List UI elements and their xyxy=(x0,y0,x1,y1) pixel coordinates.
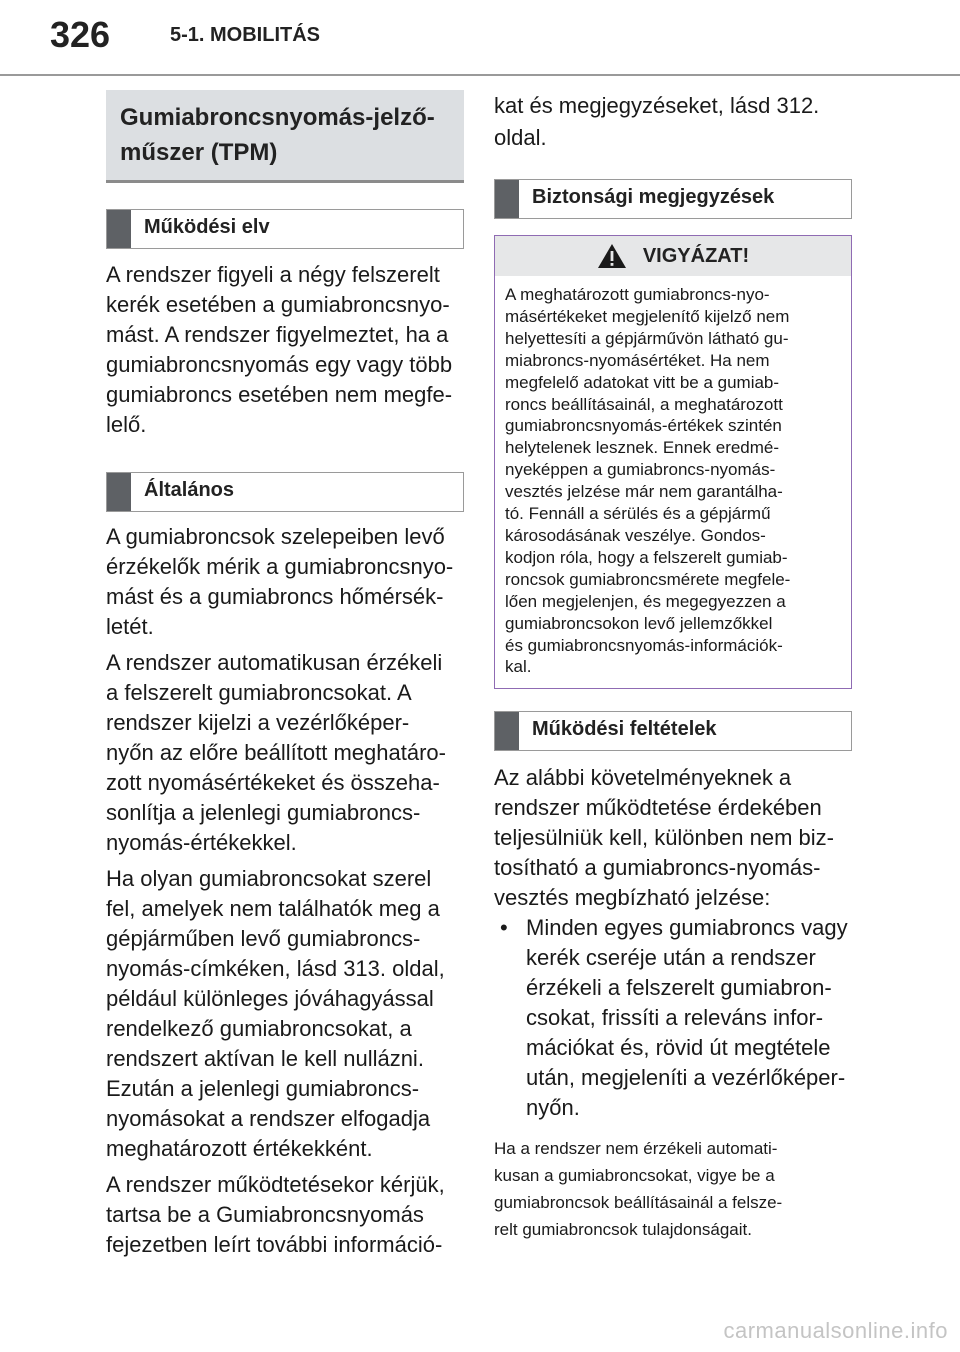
subheading-bar xyxy=(107,210,131,248)
paragraph-continued xyxy=(494,90,852,154)
text-line: gumiabroncsokon levő jellemzőkkel xyxy=(505,613,773,633)
header-rule xyxy=(0,74,960,76)
text-line: lelő. xyxy=(106,412,147,437)
text-line: gumiabroncsnyomás egy vagy több xyxy=(106,352,453,377)
text-line: rendszer működtetése érdekében xyxy=(494,795,822,821)
text-line: zott nyomásértékeket és összeha- xyxy=(106,770,440,795)
text-line: rendszert aktívan le kell nullázni. xyxy=(106,1046,424,1071)
text-line: például különleges jóváhagyással xyxy=(106,986,434,1011)
text-line: sonlítja a jelenlegi gumiabroncs- xyxy=(106,800,421,825)
text-line: tó. Fennáll a sérülés és a gépjármű xyxy=(505,504,771,524)
text-line: helytelenek lesznek. Ennek eredmé- xyxy=(505,438,780,458)
text-line: A gumiabroncsok szelepeiben levő xyxy=(106,524,445,549)
text-line: meghatározott értékekként. xyxy=(106,1136,373,1161)
bullet-text xyxy=(526,913,852,1123)
text-line: Minden egyes gumiabroncs vagy xyxy=(526,915,848,941)
right-column xyxy=(494,90,852,1243)
text-line: helyettesíti a gépjárművön látható gu- xyxy=(505,328,789,348)
text-line: rendszer kijelzi a vezérlőképer- xyxy=(106,710,410,735)
text-line: a felszerelt gumiabroncsokat. A xyxy=(106,680,412,705)
text-line: A rendszer működtetésekor kérjük, xyxy=(106,1172,445,1197)
text-line: Ezután a jelenlegi gumiabroncs- xyxy=(106,1076,420,1101)
text-line: kusan a gumiabroncsokat, vigye be a xyxy=(494,1166,775,1186)
text-line: mációkat és, rövid út megtétele xyxy=(526,1035,831,1061)
text-line: Ha a rendszer nem érzékeli automati- xyxy=(494,1139,778,1159)
text-line: fejezetben leírt további információ- xyxy=(106,1232,443,1257)
warning-header xyxy=(495,236,851,276)
text-line: mást. A rendszer figyelmeztet, ha a xyxy=(106,322,449,347)
subheading-label: Működési feltételek xyxy=(532,718,717,741)
text-line: nyomás-címkéken, lásd 313. oldal, xyxy=(106,956,445,981)
subheading-bar xyxy=(107,473,131,511)
subheading-label: Biztonsági megjegyzések xyxy=(532,186,775,208)
text-line: érzékelők mérik a gumiabroncsnyo- xyxy=(106,554,454,579)
main-heading-line: műszer (TPM) xyxy=(120,139,278,166)
subheading-bar xyxy=(495,712,519,750)
text-line: után, megjeleníti a vezérlőképer- xyxy=(526,1065,846,1091)
main-heading-line: Gumiabroncsnyomás-jelző- xyxy=(120,104,435,131)
left-column xyxy=(106,90,464,1260)
paragraph-operation-note xyxy=(106,1170,464,1260)
page-number: 326 xyxy=(50,14,111,55)
text-line: kerék cseréje után a rendszer xyxy=(526,945,816,971)
text-line: megfelelő adatokat vitt be a gumiab- xyxy=(505,372,780,392)
text-line: nyomás-értékekkel. xyxy=(106,830,297,855)
text-line: miabroncs-nyomásértéket. Ha nem xyxy=(505,350,770,370)
bullet-marker: • xyxy=(500,915,508,941)
text-line: vesztés jelzése már nem garantálha- xyxy=(505,482,783,502)
text-line: roncs beállításainál, a meghatározott xyxy=(505,394,783,414)
text-line: kat és megjegyzéseket, lásd 312. xyxy=(494,93,820,118)
text-line: teljesülniük kell, különben nem biz- xyxy=(494,825,834,851)
text-line: mást és a gumiabroncs hőmérsék- xyxy=(106,584,444,609)
text-line: érzékeli a felszerelt gumiabron- xyxy=(526,975,832,1001)
text-line: roncsok gumiabroncsmérete megfele- xyxy=(505,569,791,589)
text-line: A meghatározott gumiabroncs-nyo- xyxy=(505,285,770,304)
text-line: gumiabroncs esetében nem megfe- xyxy=(106,382,453,407)
subheading-label: Általános xyxy=(144,479,235,501)
section-title: 5-1. MOBILITÁS xyxy=(170,24,321,46)
text-line: nyomásokat a rendszer elfogadja xyxy=(106,1106,431,1131)
subheading-label: Működési elv xyxy=(144,216,270,238)
text-line: Ha olyan gumiabroncsokat szerel xyxy=(106,866,432,891)
subheading-bar xyxy=(495,180,519,218)
text-line: másértékeket megjelenítő kijelző nem xyxy=(505,306,790,326)
small-note xyxy=(494,1135,852,1243)
bullet-item xyxy=(494,913,852,1123)
warning-title: VIGYÁZAT! xyxy=(642,244,750,267)
text-line: nyőn az előre beállított meghatáro- xyxy=(106,740,446,765)
text-line: károsodásának veszélye. Gondos- xyxy=(505,525,766,545)
warning-box xyxy=(494,235,852,689)
subheading-feltetelek xyxy=(494,711,852,751)
subheading-biztonsagi xyxy=(494,179,852,219)
text-line: gumiabroncsok beállításainál a felsze- xyxy=(494,1193,783,1213)
text-line: gumiabroncsnyomás-értékek szintén xyxy=(505,416,782,436)
text-line: fel, amelyek nem találhatók meg a xyxy=(106,896,440,921)
text-line: rendelkező gumiabroncsokat, a xyxy=(106,1016,412,1041)
text-line: A rendszer automatikusan érzékeli xyxy=(106,650,443,675)
text-line: kerék esetében a gumiabroncsnyo- xyxy=(106,292,450,317)
text-line: A rendszer figyeli a négy felszerelt xyxy=(106,262,440,287)
text-line: kodjon róla, hogy a felszerelt gumiab- xyxy=(505,547,788,567)
subheading-mukodesi-elv xyxy=(106,209,464,249)
watermark: carmanualsonline.info xyxy=(723,1318,948,1343)
warning-triangle-icon xyxy=(597,243,627,269)
text-line: nyőn. xyxy=(526,1095,580,1121)
text-line: kal. xyxy=(505,657,532,677)
warning-text xyxy=(495,276,851,688)
text-line: tosítható a gumiabroncs-nyomás- xyxy=(494,855,821,881)
paragraph-reset xyxy=(106,864,464,1164)
text-line: nyeképpen a gumiabroncs-nyomás- xyxy=(505,460,776,480)
text-line: letét. xyxy=(106,614,154,639)
text-line: és gumiabroncsnyomás-információk- xyxy=(505,635,783,655)
text-line: oldal. xyxy=(494,125,547,150)
text-line: relt gumiabroncsok tulajdonságait. xyxy=(494,1220,752,1240)
text-line: tartsa be a Gumiabroncsnyomás xyxy=(106,1202,424,1227)
text-line: gépjárműben levő gumiabroncs- xyxy=(106,926,421,951)
text-line: Az alábbi követelményeknek a xyxy=(494,765,792,791)
subheading-altalanos xyxy=(106,472,464,512)
text-line: lően megjelenjen, és megegyezzen a xyxy=(505,591,786,611)
paragraph-principle xyxy=(106,260,464,440)
text-line: csokat, frissíti a releváns infor- xyxy=(526,1005,824,1031)
main-heading-tpm xyxy=(106,90,464,183)
text-line: vesztés megbízható jelzése: xyxy=(494,885,771,911)
paragraph-sensors xyxy=(106,522,464,642)
paragraph-automatic-detection xyxy=(106,648,464,858)
paragraph-conditions xyxy=(494,763,852,913)
